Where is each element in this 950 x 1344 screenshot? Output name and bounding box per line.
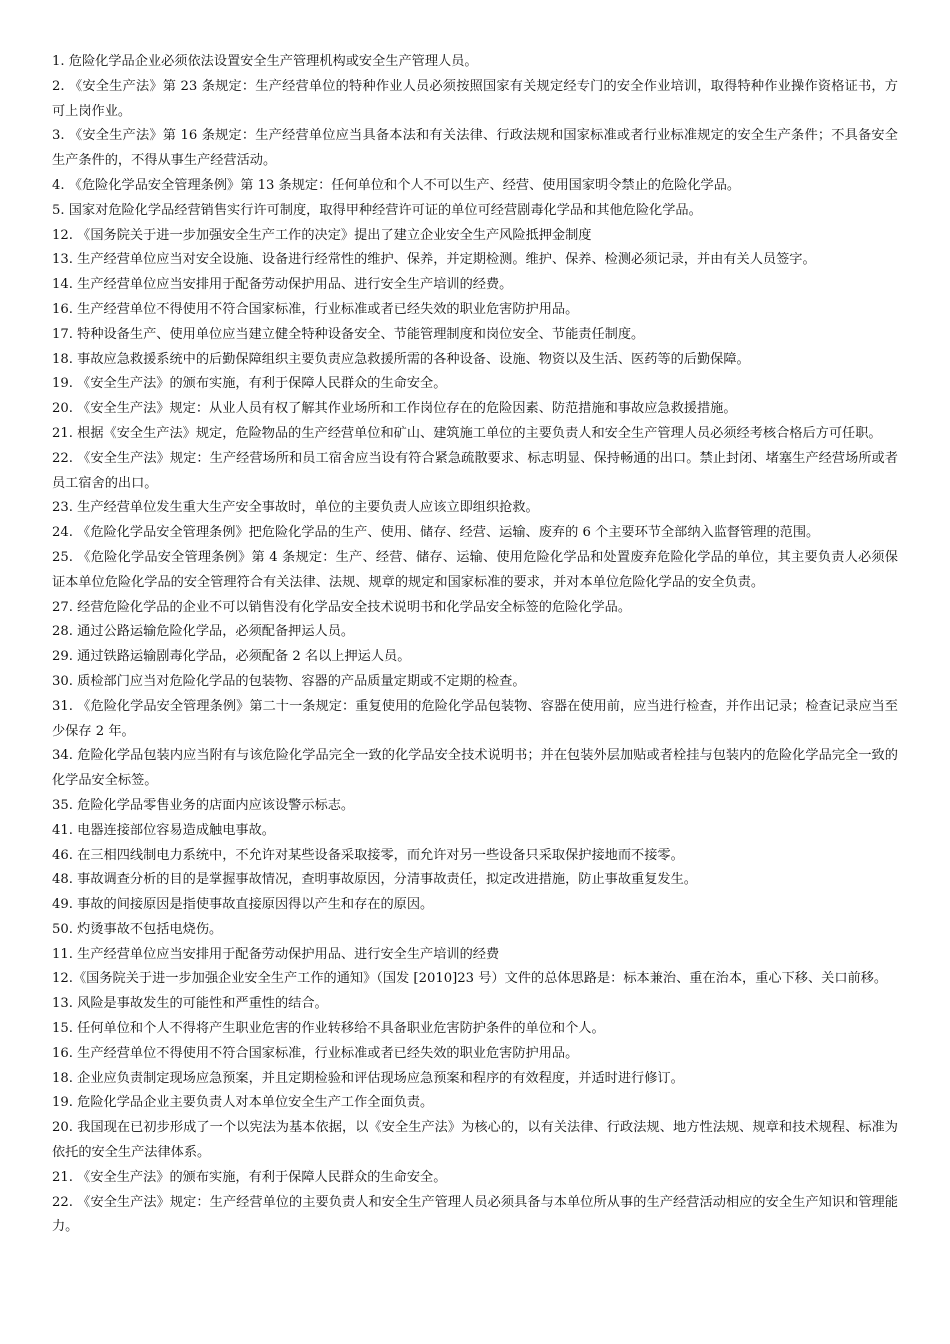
list-item: 19. 《安全生产法》的颁布实施，有利于保障人民群众的生命安全。 — [52, 376, 447, 392]
list-item: 5. 国家对危险化学品经营销售实行许可制度，取得甲种经营许可证的单位可经营剧毒化学品和其他危险化学品。 — [52, 202, 702, 218]
list-item: 48. 事故调查分析的目的是掌握事故情况，查明事故原因，分清事故责任，拟定改进措施，防止事故重复发生。 — [52, 872, 697, 888]
list-item: 23. 生产经营单位发生重大生产安全事故时，单位的主要负责人应该立即组织抢救。 — [52, 500, 539, 516]
list-item: 41. 电器连接部位容易造成触电事故。 — [52, 822, 275, 838]
list-item: 27. 经营危险化学品的企业不可以销售没有化学品安全技术说明书和化学品安全标签的危险化学品。 — [52, 599, 632, 615]
list-item: 13. 风险是事故发生的可能性和严重性的结合。 — [52, 996, 328, 1012]
list-item: 50. 灼烫事故不包括电烧伤。 — [52, 921, 223, 937]
list-item: 18. 企业应负责制定现场应急预案，并且定期检验和评估现场应急预案和程序的有效程度，并适时进行修订。 — [52, 1070, 684, 1086]
list-item: 21. 根据《安全生产法》规定，危险物品的生产经营单位和矿山、建筑施工单位的主要负责人和安全生产管理人员必须经考核合格后方可任职。 — [52, 425, 882, 441]
list-item: 20. 《安全生产法》规定：从业人员有权了解其作业场所和工作岗位存在的危险因素、防范措施和事故应急救援措施。 — [52, 401, 737, 417]
list-item: 34. 危险化学品包装内应当附有与该危险化学品完全一致的化学品安全技术说明书；并在包装外层加贴或者栓挂与包装内的危险化学品完全一致的化学品安全标签。 — [52, 748, 898, 789]
list-item: 21. 《安全生产法》的颁布实施，有利于保障人民群众的生命安全。 — [52, 1169, 447, 1185]
list-item: 3. 《安全生产法》第 16 条规定：生产经营单位应当具备本法和有关法律、行政法规和国家标准或者行业标准规定的安全生产条件；不具备安全生产条件的，不得从事生产经营活动。 — [52, 128, 898, 169]
list-item: 14. 生产经营单位应当安排用于配备劳动保护用品、进行安全生产培训的经费。 — [52, 277, 513, 293]
list-item: 18. 事故应急救援系统中的后勤保障组织主要负责应急救援所需的各种设备、设施、物资以及生活、医药等的后勤保障。 — [52, 351, 750, 367]
list-item: 22. 《安全生产法》规定：生产经营单位的主要负责人和安全生产管理人员必须具备与本单位所从事的生产经营活动相应的安全生产知识和管理能力。 — [52, 1194, 898, 1235]
list-item: 15. 任何单位和个人不得将产生职业危害的作业转移给不具备职业危害防护条件的单位和个人。 — [52, 1021, 605, 1037]
list-item: 2. 《安全生产法》第 23 条规定：生产经营单位的特种作业人员必须按照国家有关规定经专门的安全作业培训，取得特种作业操作资格证书，方可上岗作业。 — [52, 78, 898, 119]
list-item: 31. 《危险化学品安全管理条例》第二十一条规定：重复使用的危险化学品包装物、容器在使用前，应当进行检查，并作出记录；检查记录应当至少保存 2 年。 — [52, 698, 898, 739]
list-item: 25. 《危险化学品安全管理条例》第 4 条规定：生产、经营、储存、运输、使用危险化学品和处置废弃危险化学品的单位，其主要负责人必须保证本单位危险化学品的安全管理符合有关法律、法规、规章的规定和国家标准的要求，并对本单位危险化学品的安全负责。 — [52, 549, 898, 590]
document-body — [52, 50, 898, 1240]
list-item: 13. 生产经营单位应当对安全设施、设备进行经常性的维护、保养，并定期检测。维护、保养、检测必须记录，并由有关人员签字。 — [52, 252, 816, 268]
list-item: 30. 质检部门应当对危险化学品的包装物、容器的产品质量定期或不定期的检查。 — [52, 673, 526, 689]
list-item: 4. 《危险化学品安全管理条例》第 13 条规定：任何单位和个人不可以生产、经营、使用国家明令禁止的危险化学品。 — [52, 177, 741, 193]
list-item: 20. 我国现在已初步形成了一个以宪法为基本依据，以《安全生产法》为核心的，以有关法律、行政法规、地方性法规、规章和技术规程、标准为依托的安全生产法律体系。 — [52, 1120, 898, 1161]
list-item: 28. 通过公路运输危险化学品，必须配备押运人员。 — [52, 624, 355, 640]
list-item: 19. 危险化学品企业主要负责人对本单位安全生产工作全面负责。 — [52, 1095, 434, 1111]
list-item: 12. 《国务院关于进一步加强安全生产工作的决定》提出了建立企业安全生产风险抵押金制度 — [52, 227, 592, 243]
list-item: 17. 特种设备生产、使用单位应当建立健全特种设备安全、节能管理制度和岗位安全、节能责任制度。 — [52, 326, 645, 342]
list-item: 46. 在三相四线制电力系统中，不允许对某些设备采取接零，而允许对另一些设备只采取保护接地而不接零。 — [52, 847, 684, 863]
list-item: 22. 《安全生产法》规定：生产经营场所和员工宿舍应当设有符合紧急疏散要求、标志明显、保持畅通的出口。禁止封闭、堵塞生产经营场所或者员工宿舍的出口。 — [52, 450, 898, 491]
list-item: 11. 生产经营单位应当安排用于配备劳动保护用品、进行安全生产培训的经费 — [52, 946, 500, 962]
list-item: 12.《国务院关于进一步加强企业安全生产工作的通知》（国发 [2010]23 号）文件的总体思路是：标本兼治、重在治本，重心下移、关口前移。 — [52, 971, 888, 987]
list-item: 35. 危险化学品零售业务的店面内应该设警示标志。 — [52, 797, 355, 813]
list-item: 16. 生产经营单位不得使用不符合国家标准，行业标准或者已经失效的职业危害防护用品。 — [52, 1045, 579, 1061]
list-item: 49. 事故的间接原因是指使事故直接原因得以产生和存在的原因。 — [52, 897, 434, 913]
list-item: 1. 危险化学品企业必须依法设置安全生产管理机构或安全生产管理人员。 — [52, 54, 478, 69]
list-item: 16. 生产经营单位不得使用不符合国家标准，行业标准或者已经失效的职业危害防护用品。 — [52, 301, 579, 317]
list-item: 24. 《危险化学品安全管理条例》把危险化学品的生产、使用、储存、经营、运输、废弃的 6 个主要环节全部纳入监督管理的范围。 — [52, 525, 820, 541]
list-item: 29. 通过铁路运输剧毒化学品，必须配备 2 名以上押运人员。 — [52, 649, 411, 665]
